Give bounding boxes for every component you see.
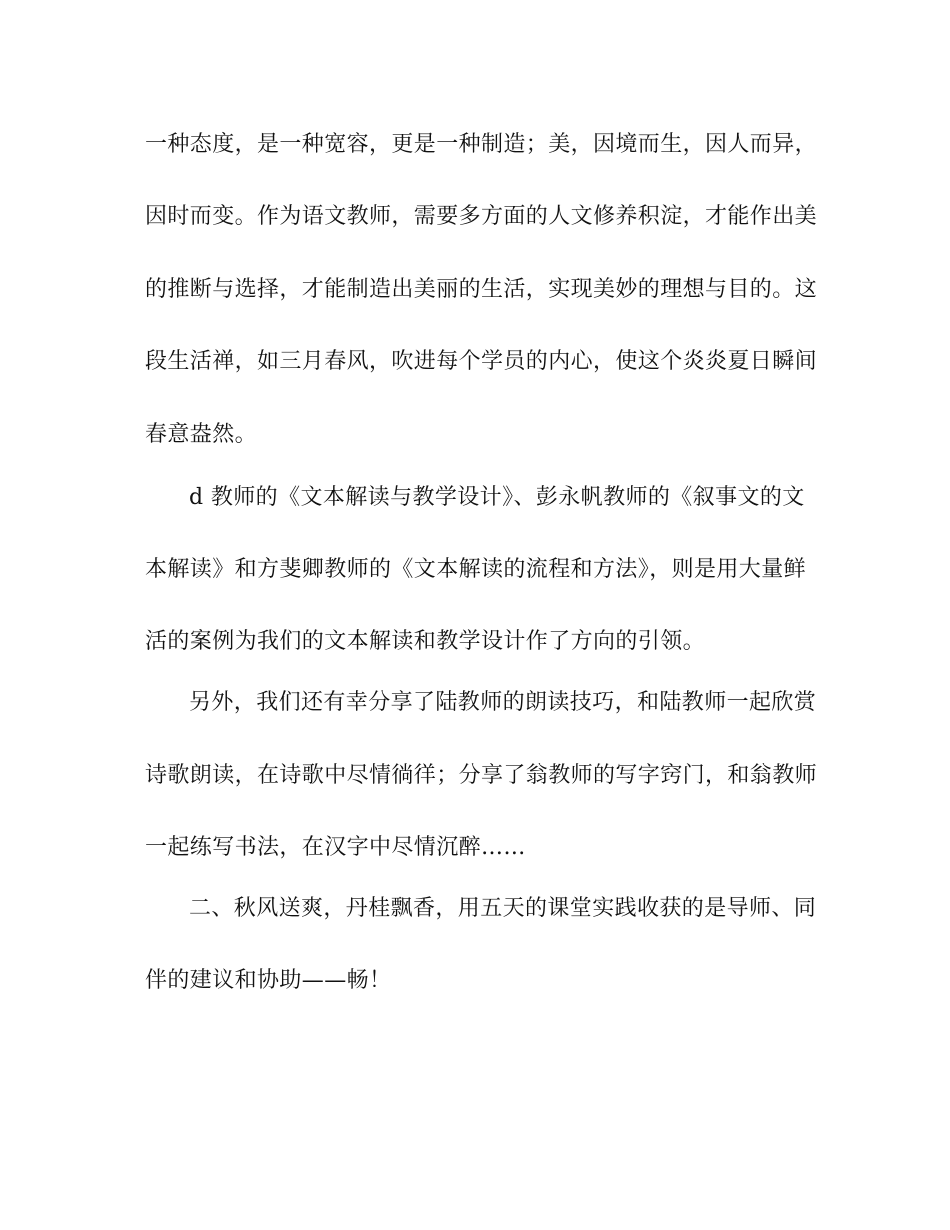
paragraph-1-line-1: 一种态度，是一种宽容，更是一种制造；美，因境而生，因人而异， <box>145 132 818 157</box>
paragraph-2-line-3: 活的案例为我们的文本解读和教学设计作了方向的引领。 <box>145 629 706 654</box>
paragraph-3-line-3: 一起练写书法，在汉字中尽情沉醉…… <box>145 835 526 860</box>
paragraph-4-line-2: 伴的建议和协助——畅！ <box>145 968 392 993</box>
paragraph-1-line-4: 段生活禅，如三月春风，吹进每个学员的内心，使这个炎炎夏日瞬间 <box>145 349 818 374</box>
paragraph-3-line-1: 另外，我们还有幸分享了陆教师的朗读技巧，和陆教师一起欣赏 <box>189 690 817 715</box>
paragraph-2-line-1: d 教师的《文本解读与教学设计》、彭永帆教师的《叙事文的文 <box>189 485 805 510</box>
paragraph-1-line-5: 春意盎然。 <box>145 422 258 447</box>
paragraph-1-line-2: 因时而变。作为语文教师，需要多方面的人文修养积淀，才能作出美 <box>145 204 818 229</box>
paragraph-2-line-2: 本解读》和方斐卿教师的《文本解读的流程和方法》，则是用大量鲜 <box>145 557 807 582</box>
paragraph-1-line-3: 的推断与选择，才能制造出美丽的生活，实现美妙的理想与目的。这 <box>145 277 818 302</box>
paragraph-4-line-1: 二、秋风送爽，丹桂飘香，用五天的课堂实践收获的是导师、同 <box>189 896 817 921</box>
paragraph-3-line-2: 诗歌朗读，在诗歌中尽情徜徉；分享了翁教师的写字窍门，和翁教师 <box>145 763 818 788</box>
